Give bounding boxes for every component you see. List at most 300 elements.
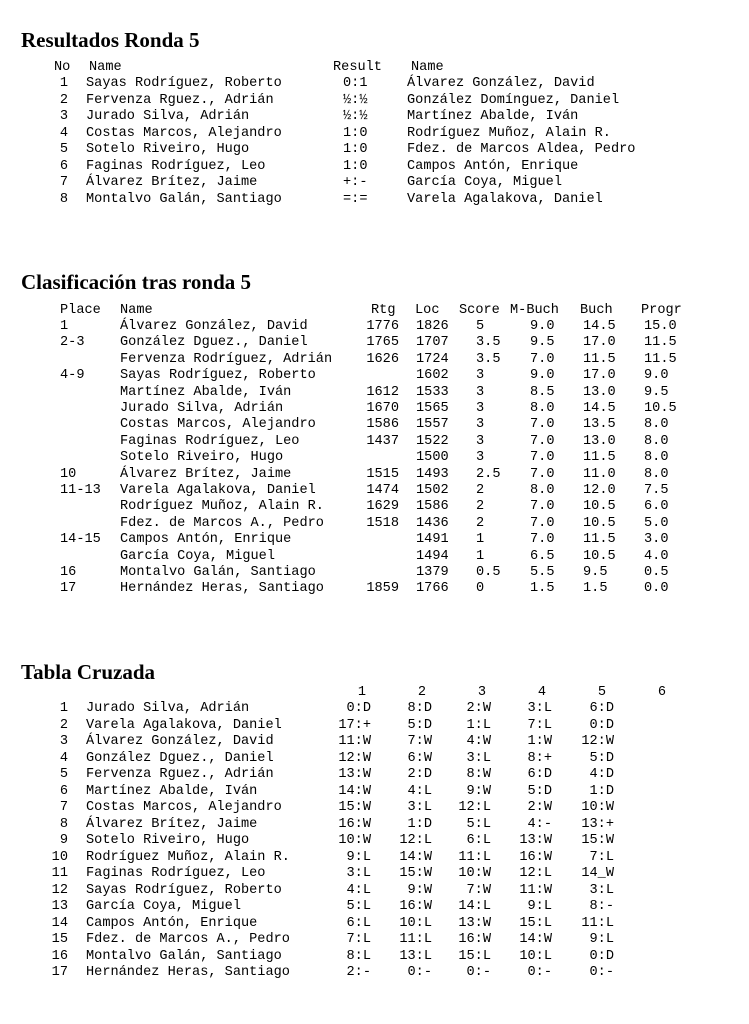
player-name: Álvarez Brítez, Jaime <box>120 466 292 482</box>
player-number: 9 <box>59 833 68 848</box>
median-buchholz: 7.0 <box>530 351 555 367</box>
crosstable-row <box>0 833 749 849</box>
header-result: Result <box>333 60 382 75</box>
player-name: Hernández Heras, Santiago <box>86 965 290 980</box>
pairings-title: Resultados Ronda 5 <box>21 28 200 52</box>
round-3-result: 11:L <box>458 849 491 865</box>
place: 1 <box>60 319 69 334</box>
rating: 1518 <box>366 515 399 531</box>
round-2-result: 1:D <box>407 816 432 832</box>
local-rating: 1707 <box>416 335 449 351</box>
median-buchholz: 7.0 <box>530 450 555 466</box>
header-no: No <box>54 60 71 75</box>
rating: 1776 <box>366 319 399 334</box>
buchholz: 14.5 <box>583 319 616 334</box>
standings-row <box>0 335 749 351</box>
score: 3 <box>476 433 485 449</box>
standings-row <box>0 516 749 532</box>
round-3-result: 6:L <box>466 833 491 848</box>
round-1-result: 6:L <box>346 915 371 931</box>
progressive: 15.0 <box>644 319 677 334</box>
black-player-name: García Coya, Miguel <box>407 175 562 190</box>
player-number: 2 <box>59 717 68 733</box>
rating: 1765 <box>366 335 399 351</box>
round-4-result: 4:- <box>527 816 552 832</box>
round-5-result: 4:D <box>589 767 614 782</box>
buchholz: 11.0 <box>583 466 616 482</box>
player-name: García Coya, Miguel <box>120 548 275 564</box>
rating: 1586 <box>366 417 399 433</box>
crosstable-row <box>0 718 749 734</box>
round-1-result: 9:L <box>346 849 371 865</box>
player-number: 7 <box>59 800 68 815</box>
round-4-result: 2:W <box>527 800 552 815</box>
player-name: Martínez Abalde, Iván <box>86 783 258 799</box>
progressive: 0.5 <box>644 565 669 580</box>
player-name: Rodríguez Muñoz, Alain R. <box>120 499 324 515</box>
place: 14-15 <box>60 532 101 548</box>
rating: 1626 <box>366 351 399 367</box>
standings-row <box>0 549 749 565</box>
round-2-result: 6:W <box>407 750 432 766</box>
round-1-result: 14:W <box>338 783 371 799</box>
round-4-result: 1:W <box>527 734 552 749</box>
player-number: 1 <box>59 701 68 716</box>
crosstable-row <box>0 850 749 866</box>
local-rating: 1586 <box>416 499 449 515</box>
round-5-result: 0:D <box>589 948 614 964</box>
round-5-result: 7:L <box>589 849 614 865</box>
median-buchholz: 8.0 <box>530 401 555 416</box>
local-rating: 1557 <box>416 417 449 433</box>
player-name: González Dguez., Daniel <box>120 335 308 351</box>
player-name: Álvarez González, David <box>86 734 274 749</box>
round-1-result: 5:L <box>346 899 371 914</box>
round-2-result: 4:L <box>407 783 432 799</box>
white-player-name: Sotelo Riveiro, Hugo <box>86 142 250 157</box>
player-number: 10 <box>51 849 68 865</box>
progressive: 8.0 <box>644 450 669 466</box>
standings-row <box>0 385 749 401</box>
standings-row <box>0 401 749 417</box>
pairing-row <box>0 76 749 92</box>
player-name: Fdez. de Marcos A., Pedro <box>86 932 290 947</box>
score: 2 <box>476 483 485 498</box>
round-5-result: 12:W <box>581 734 614 749</box>
board-number: 3 <box>59 109 68 124</box>
header-name: Name <box>89 60 122 75</box>
round-1-result: 15:W <box>338 800 371 815</box>
standings-row <box>0 417 749 433</box>
buchholz: 13.5 <box>583 417 616 433</box>
round-2-result: 13:L <box>399 948 432 964</box>
progressive: 3.0 <box>644 532 669 548</box>
score: 2.5 <box>476 466 501 482</box>
local-rating: 1533 <box>416 384 449 400</box>
crosstable-row <box>0 965 749 981</box>
white-player-name: Jurado Silva, Adrián <box>86 109 250 124</box>
white-player-name: Montalvo Galán, Santiago <box>86 191 282 207</box>
player-number: 8 <box>59 816 68 832</box>
score: 1 <box>476 532 485 548</box>
score: 3 <box>476 401 485 416</box>
round-3-result: 8:W <box>466 767 491 782</box>
round-1-result: 0:D <box>346 701 371 716</box>
rating: 1437 <box>366 433 399 449</box>
board-number: 2 <box>59 92 68 108</box>
median-buchholz: 7.0 <box>530 466 555 482</box>
round-3-result: 12:L <box>458 800 491 815</box>
rating: 1629 <box>366 499 399 515</box>
round-1-result: 16:W <box>338 816 371 832</box>
round-4-result: 5:D <box>527 783 552 799</box>
buchholz: 10.5 <box>583 548 616 564</box>
game-result: 1:0 <box>343 158 368 174</box>
progressive: 8.0 <box>644 417 669 433</box>
header-name-2: Name <box>411 60 444 75</box>
round-1-result: 8:L <box>346 948 371 964</box>
game-result: 1:0 <box>343 142 368 157</box>
header-score: Score <box>459 303 500 318</box>
player-number: 14 <box>51 915 68 931</box>
round-1-result: 4:L <box>346 882 371 898</box>
buchholz: 17.0 <box>583 335 616 351</box>
round-2-result: 7:W <box>407 734 432 749</box>
standings-row <box>0 565 749 581</box>
buchholz: 17.0 <box>583 368 616 384</box>
crosstable-header <box>0 685 749 701</box>
header-loc: Loc <box>415 303 440 318</box>
crosstable-table <box>0 685 749 985</box>
header-rtg: Rtg <box>371 303 396 318</box>
score: 3.5 <box>476 335 501 351</box>
player-number: 16 <box>51 948 68 964</box>
crosstable-row <box>0 932 749 948</box>
round-2-result: 2:D <box>407 767 432 782</box>
round-1-result: 13:W <box>338 767 371 782</box>
progressive: 5.0 <box>644 515 669 531</box>
median-buchholz: 9.0 <box>530 319 555 334</box>
round-3-result: 15:L <box>458 948 491 964</box>
pairing-row <box>0 109 749 125</box>
progressive: 11.5 <box>644 351 677 367</box>
local-rating: 1522 <box>416 433 449 449</box>
black-player-name: Fdez. de Marcos Aldea, Pedro <box>407 142 636 157</box>
rating: 1515 <box>366 466 399 482</box>
median-buchholz: 7.0 <box>530 515 555 531</box>
score: 3.5 <box>476 351 501 367</box>
crosstable-row <box>0 734 749 750</box>
round-3-result: 16:W <box>458 932 491 947</box>
place: 17 <box>60 581 77 597</box>
white-player-name: Fervenza Rguez., Adrián <box>86 92 274 108</box>
crosstable-row <box>0 949 749 965</box>
pairing-row <box>0 175 749 191</box>
round-4-header: 4 <box>537 685 546 700</box>
round-5-result: 8:- <box>589 899 614 914</box>
round-5-result: 1:D <box>589 783 614 799</box>
score: 3 <box>476 450 485 466</box>
score: 0 <box>476 581 485 597</box>
round-2-result: 3:L <box>407 800 432 815</box>
header-buch: Buch <box>580 303 613 318</box>
round-2-result: 14:W <box>399 849 432 865</box>
buchholz: 10.5 <box>583 499 616 515</box>
player-name: Montalvo Galán, Santiago <box>86 948 282 964</box>
round-2-result: 16:W <box>399 899 432 914</box>
pairing-row <box>0 159 749 175</box>
round-5-result: 14_W <box>581 866 614 881</box>
round-3-result: 0:- <box>466 965 491 980</box>
round-2-result: 10:L <box>399 915 432 931</box>
standings-row <box>0 450 749 466</box>
local-rating: 1766 <box>416 581 449 597</box>
round-1-header: 1 <box>357 685 366 700</box>
crosstable-row <box>0 751 749 767</box>
player-name: Rodríguez Muñoz, Alain R. <box>86 849 290 865</box>
player-name: Sayas Rodríguez, Roberto <box>120 368 316 384</box>
player-name: Jurado Silva, Adrián <box>120 401 284 416</box>
round-4-result: 14:W <box>519 932 552 947</box>
round-1-result: 12:W <box>338 750 371 766</box>
player-name: Jurado Silva, Adrián <box>86 701 250 716</box>
board-number: 1 <box>59 76 68 91</box>
score: 3 <box>476 417 485 433</box>
standings-header <box>0 303 749 319</box>
round-2-result: 8:D <box>407 701 432 716</box>
pairing-row <box>0 126 749 142</box>
crosstable-row <box>0 916 749 932</box>
game-result: +:- <box>343 175 368 190</box>
place: 10 <box>60 466 77 482</box>
round-5-result: 15:W <box>581 833 614 848</box>
place: 4-9 <box>60 368 85 384</box>
round-5-result: 5:D <box>589 750 614 766</box>
local-rating: 1436 <box>416 515 449 531</box>
round-3-result: 9:W <box>466 783 491 799</box>
standings-row <box>0 467 749 483</box>
black-player-name: Varela Agalakova, Daniel <box>407 191 603 207</box>
rating: 1859 <box>366 581 399 597</box>
round-5-result: 9:L <box>589 932 614 947</box>
board-number: 8 <box>59 191 68 207</box>
pairing-row <box>0 142 749 158</box>
score: 3 <box>476 368 485 384</box>
local-rating: 1493 <box>416 466 449 482</box>
median-buchholz: 5.5 <box>530 565 555 580</box>
score: 2 <box>476 499 485 515</box>
rating: 1670 <box>366 401 399 416</box>
game-result: ½:½ <box>343 92 368 108</box>
player-name: Costas Marcos, Alejandro <box>86 800 282 815</box>
black-player-name: González Domínguez, Daniel <box>407 92 620 108</box>
player-name: Álvarez González, David <box>120 319 308 334</box>
place: 16 <box>60 565 77 580</box>
round-2-result: 9:W <box>407 882 432 898</box>
white-player-name: Sayas Rodríguez, Roberto <box>86 76 282 91</box>
game-result: 0:1 <box>343 76 368 91</box>
player-number: 15 <box>51 932 68 947</box>
standings-row <box>0 483 749 499</box>
median-buchholz: 6.5 <box>530 548 555 564</box>
progressive: 7.5 <box>644 483 669 498</box>
round-2-result: 12:L <box>399 833 432 848</box>
round-5-result: 0:- <box>589 965 614 980</box>
round-2-result: 0:- <box>407 965 432 980</box>
player-name: Fervenza Rguez., Adrián <box>86 767 274 782</box>
player-number: 6 <box>59 783 68 799</box>
round-2-result: 11:L <box>399 932 432 947</box>
round-1-result: 10:W <box>338 833 371 848</box>
median-buchholz: 8.0 <box>530 483 555 498</box>
header-progr: Progr <box>641 303 682 318</box>
median-buchholz: 7.0 <box>530 499 555 515</box>
black-player-name: Rodríguez Muñoz, Alain R. <box>407 125 611 141</box>
round-5-result: 13:+ <box>581 816 614 832</box>
player-name: Montalvo Galán, Santiago <box>120 565 316 580</box>
player-name: García Coya, Miguel <box>86 899 241 914</box>
round-3-result: 3:L <box>466 750 491 766</box>
game-result: 1:0 <box>343 125 368 141</box>
player-name: Fdez. de Marcos A., Pedro <box>120 515 324 531</box>
median-buchholz: 9.5 <box>530 335 555 351</box>
round-3-result: 4:W <box>466 734 491 749</box>
local-rating: 1494 <box>416 548 449 564</box>
round-4-result: 8:+ <box>527 750 552 766</box>
round-5-result: 3:L <box>589 882 614 898</box>
round-2-result: 15:W <box>399 866 432 881</box>
rating: 1612 <box>366 384 399 400</box>
progressive: 8.0 <box>644 433 669 449</box>
round-1-result: 11:W <box>338 734 371 749</box>
pairings-table <box>0 60 749 210</box>
player-number: 12 <box>51 882 68 898</box>
board-number: 5 <box>59 142 68 157</box>
rating: 1474 <box>366 483 399 498</box>
standings-row <box>0 434 749 450</box>
round-1-result: 7:L <box>346 932 371 947</box>
pairing-row <box>0 93 749 109</box>
buchholz: 13.0 <box>583 384 616 400</box>
player-name: Sotelo Riveiro, Hugo <box>120 450 284 466</box>
place: 2-3 <box>60 335 85 351</box>
round-4-result: 16:W <box>519 849 552 865</box>
round-4-result: 12:L <box>519 866 552 881</box>
progressive: 9.0 <box>644 368 669 384</box>
header-place: Place <box>60 303 101 318</box>
buchholz: 11.5 <box>583 532 616 548</box>
player-name: Faginas Rodríguez, Leo <box>120 433 300 449</box>
round-5-result: 10:W <box>581 800 614 815</box>
local-rating: 1724 <box>416 351 449 367</box>
progressive: 9.5 <box>644 384 669 400</box>
round-5-result: 0:D <box>589 717 614 733</box>
round-3-result: 2:W <box>466 701 491 716</box>
black-player-name: Martínez Abalde, Iván <box>407 109 579 124</box>
player-number: 17 <box>51 965 68 980</box>
local-rating: 1379 <box>416 565 449 580</box>
header-mbuch: M-Buch <box>510 303 559 318</box>
round-3-result: 5:L <box>466 816 491 832</box>
player-name: Varela Agalakova, Daniel <box>120 483 316 498</box>
header-name: Name <box>120 303 153 318</box>
local-rating: 1826 <box>416 319 449 334</box>
standings-row <box>0 581 749 597</box>
buchholz: 12.0 <box>583 483 616 498</box>
round-4-result: 11:W <box>519 882 552 898</box>
board-number: 4 <box>59 125 68 141</box>
black-player-name: Campos Antón, Enrique <box>407 158 579 174</box>
median-buchholz: 7.0 <box>530 532 555 548</box>
player-name: Fervenza Rodríguez, Adrián <box>120 351 333 367</box>
player-name: Campos Antón, Enrique <box>86 915 258 931</box>
median-buchholz: 1.5 <box>530 581 555 597</box>
score: 0.5 <box>476 565 501 580</box>
standings-title: Clasificación tras ronda 5 <box>21 270 252 294</box>
player-number: 4 <box>59 750 68 766</box>
board-number: 6 <box>59 158 68 174</box>
player-name: Campos Antón, Enrique <box>120 532 292 548</box>
standings-row <box>0 352 749 368</box>
local-rating: 1502 <box>416 483 449 498</box>
local-rating: 1500 <box>416 450 449 466</box>
crosstable-row <box>0 866 749 882</box>
player-name: Sotelo Riveiro, Hugo <box>86 833 250 848</box>
player-name: Álvarez Brítez, Jaime <box>86 816 258 832</box>
standings-table <box>0 303 749 603</box>
buchholz: 9.5 <box>583 565 608 580</box>
crosstable-row <box>0 883 749 899</box>
player-name: Varela Agalakova, Daniel <box>86 717 282 733</box>
place: 11-13 <box>60 483 101 498</box>
progressive: 10.5 <box>644 401 677 416</box>
buchholz: 11.5 <box>583 450 616 466</box>
progressive: 6.0 <box>644 499 669 515</box>
round-4-result: 3:L <box>527 701 552 716</box>
player-name: Costas Marcos, Alejandro <box>120 417 316 433</box>
local-rating: 1491 <box>416 532 449 548</box>
progressive: 8.0 <box>644 466 669 482</box>
local-rating: 1565 <box>416 401 449 416</box>
progressive: 11.5 <box>644 335 677 351</box>
round-1-result: 17:+ <box>338 717 371 733</box>
round-4-result: 10:L <box>519 948 552 964</box>
standings-row <box>0 319 749 335</box>
round-4-result: 0:- <box>527 965 552 980</box>
pairings-header <box>0 60 749 76</box>
median-buchholz: 8.5 <box>530 384 555 400</box>
player-name: Sayas Rodríguez, Roberto <box>86 882 282 898</box>
progressive: 0.0 <box>644 581 669 597</box>
player-name: Faginas Rodríguez, Leo <box>86 866 266 881</box>
game-result: =:= <box>343 191 368 207</box>
standings-row <box>0 368 749 384</box>
player-number: 3 <box>59 734 68 749</box>
round-3-result: 13:W <box>458 915 491 931</box>
median-buchholz: 7.0 <box>530 417 555 433</box>
round-5-result: 11:L <box>581 915 614 931</box>
pairing-row <box>0 192 749 208</box>
score: 2 <box>476 515 485 531</box>
crosstable-row <box>0 767 749 783</box>
player-name: González Dguez., Daniel <box>86 750 274 766</box>
crosstable-row <box>0 800 749 816</box>
crosstable-row <box>0 899 749 915</box>
crosstable-row <box>0 817 749 833</box>
round-3-result: 14:L <box>458 899 491 914</box>
player-number: 13 <box>51 899 68 914</box>
round-4-result: 15:L <box>519 915 552 931</box>
